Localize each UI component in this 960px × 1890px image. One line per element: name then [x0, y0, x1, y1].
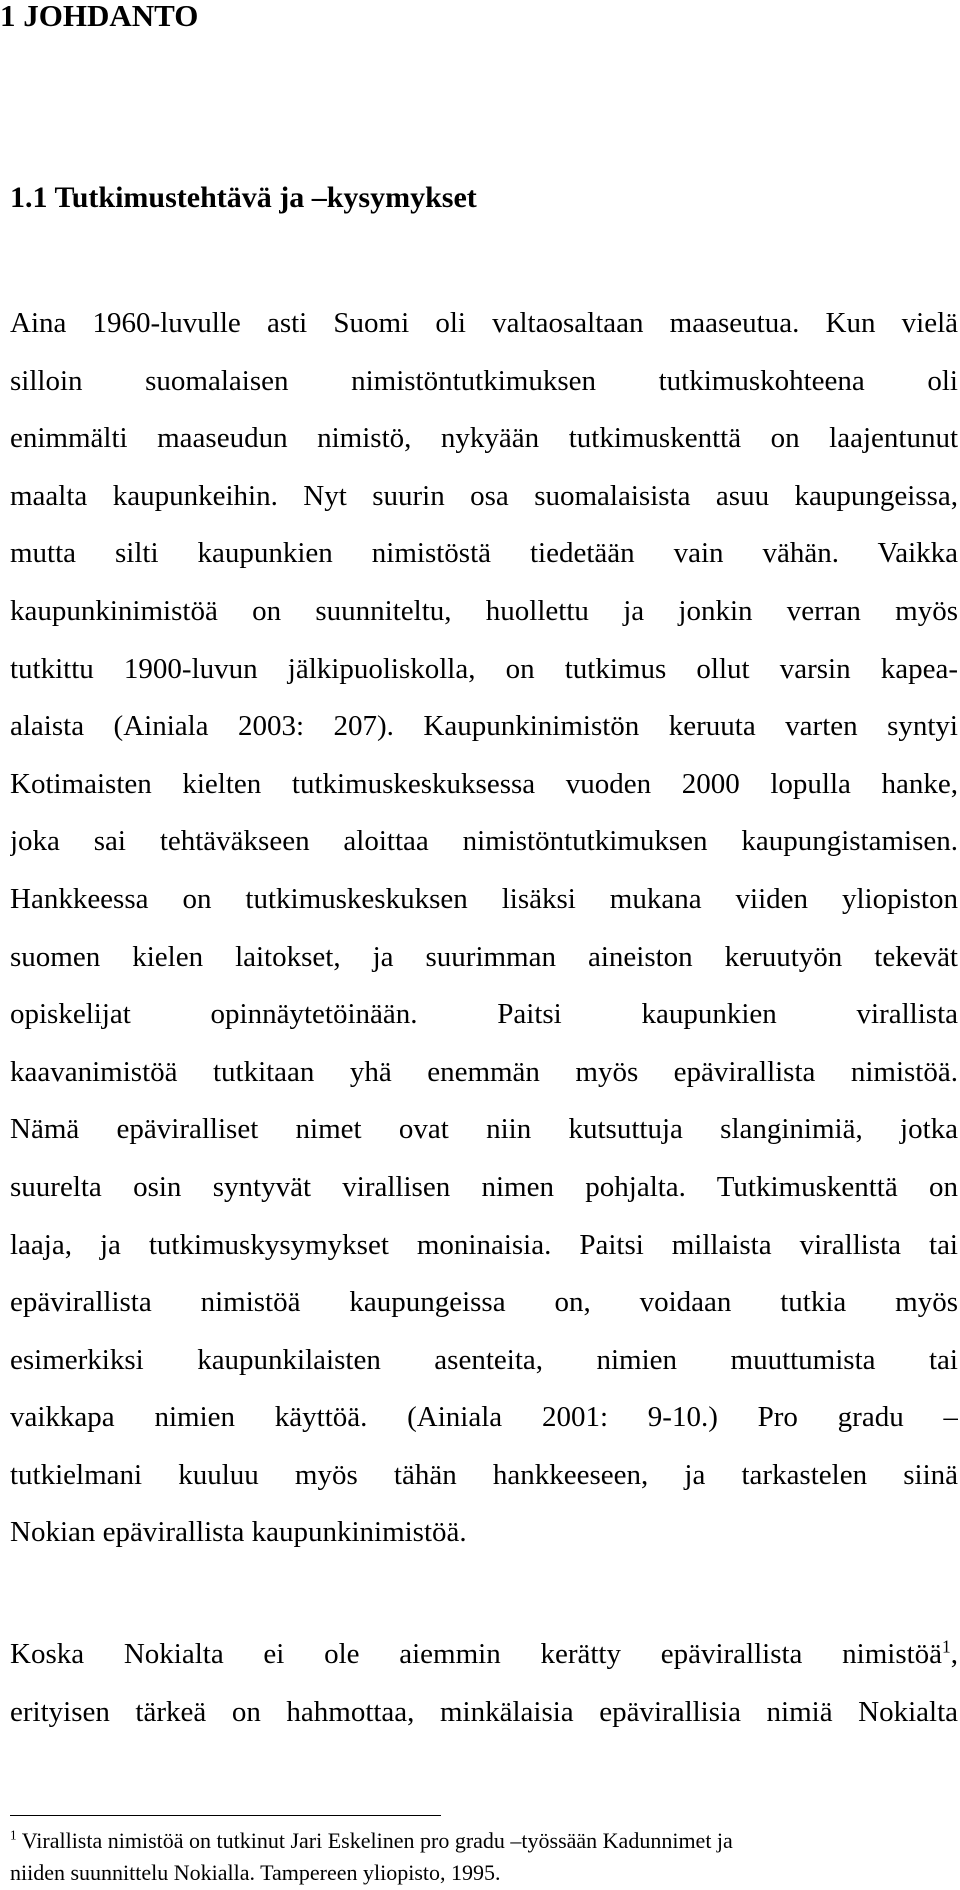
body-paragraph-1 — [10, 303, 958, 1570]
paragraph-line: joka sai tehtäväkseen aloittaa nimistöntutkimuksen kaupungistamisen. — [10, 825, 958, 858]
footnote-separator — [10, 1815, 441, 1816]
paragraph-line-comma: , — [950, 1638, 958, 1670]
paragraph-line-text: Koska Nokialta ei ole aiemmin kerätty epävirallista nimistöä — [10, 1638, 943, 1670]
paragraph-line: esimerkiksi kaupunkilaisten asenteita, nimien muuttumista tai — [10, 1343, 958, 1376]
paragraph-line: suomen kielen laitokset, ja suurimman aineiston keruutyön tekevät — [10, 940, 958, 973]
paragraph-line: Nämä epäviralliset nimet ovat niin kutsuttuja slanginimiä, jotka — [10, 1113, 958, 1146]
paragraph-line: mutta silti kaupunkien nimistöstä tiedetään vain vähän. Vaikka — [10, 537, 958, 570]
paragraph-line: laaja, ja tutkimuskysymykset moninaisia. Paitsi millaista virallista tai — [10, 1228, 958, 1261]
chapter-heading: 1 JOHDANTO — [0, 0, 199, 33]
paragraph-line: suurelta osin syntyvät virallisen nimen pohjalta. Tutkimuskenttä on — [10, 1170, 958, 1203]
paragraph-line: Hankkeessa on tutkimuskeskuksen lisäksi mukana viiden yliopiston — [10, 882, 958, 915]
paragraph-line: opiskelijat opinnäytetöinään. Paitsi kaupunkien virallista — [10, 998, 958, 1031]
paragraph-line: vaikkapa nimien käyttöä. (Ainiala 2001: 9-10.) Pro gradu – — [10, 1401, 958, 1434]
paragraph-line: maalta kaupunkeihin. Nyt suurin osa suomalaisista asuu kaupungeissa, — [10, 479, 958, 512]
paragraph-line: Aina 1960-luvulle asti Suomi oli valtaosaltaan maaseutua. Kun vielä — [10, 307, 958, 339]
footnote-line — [10, 1826, 958, 1858]
paragraph-line: erityisen tärkeä on hahmottaa, minkälaisia epävirallisia nimiä Nokialta — [10, 1695, 958, 1728]
footnote-reference[interactable]: 1 — [942, 1636, 951, 1657]
paragraph-line: tutkielmani kuuluu myös tähän hankkeeseen, ja tarkastelen siinä — [10, 1458, 958, 1491]
paragraph-line: Kotimaisten kielten tutkimuskeskuksessa vuoden 2000 lopulla hanke, — [10, 767, 958, 800]
paragraph-line — [10, 1634, 958, 1692]
footnote-marker: 1 — [10, 1827, 17, 1843]
footnote-text: Virallista nimistöä on tutkinut Jari Eskelinen pro gradu –työssään Kadunnimet ja — [21, 1828, 733, 1853]
paragraph-line: alaista (Ainiala 2003: 207). Kaupunkinimistön keruuta varten syntyi — [10, 710, 958, 743]
footnote — [10, 1826, 958, 1890]
paragraph-line: Nokian epävirallista kaupunkinimistöä. — [10, 1516, 467, 1549]
paragraph-line: silloin suomalaisen nimistöntutkimuksen tutkimuskohteena oli — [10, 364, 958, 397]
footnote-line: niiden suunnittelu Nokialla. Tampereen yliopisto, 1995. — [10, 1860, 501, 1885]
paragraph-line: kaupunkinimistöä on suunniteltu, huollettu ja jonkin verran myös — [10, 594, 958, 627]
body-paragraph-2 — [10, 1634, 958, 1749]
paragraph-line: enimmälti maaseudun nimistö, nykyään tutkimuskenttä on laajentunut — [10, 422, 958, 455]
paragraph-line: kaavanimistöä tutkitaan yhä enemmän myös epävirallista nimistöä. — [10, 1055, 958, 1088]
section-heading: 1.1 Tutkimustehtävä ja –kysymykset — [10, 181, 477, 214]
paragraph-line: tutkittu 1900-luvun jälkipuoliskolla, on tutkimus ollut varsin kapea- — [10, 652, 958, 685]
paragraph-line: epävirallista nimistöä kaupungeissa on, voidaan tutkia myös — [10, 1286, 958, 1319]
